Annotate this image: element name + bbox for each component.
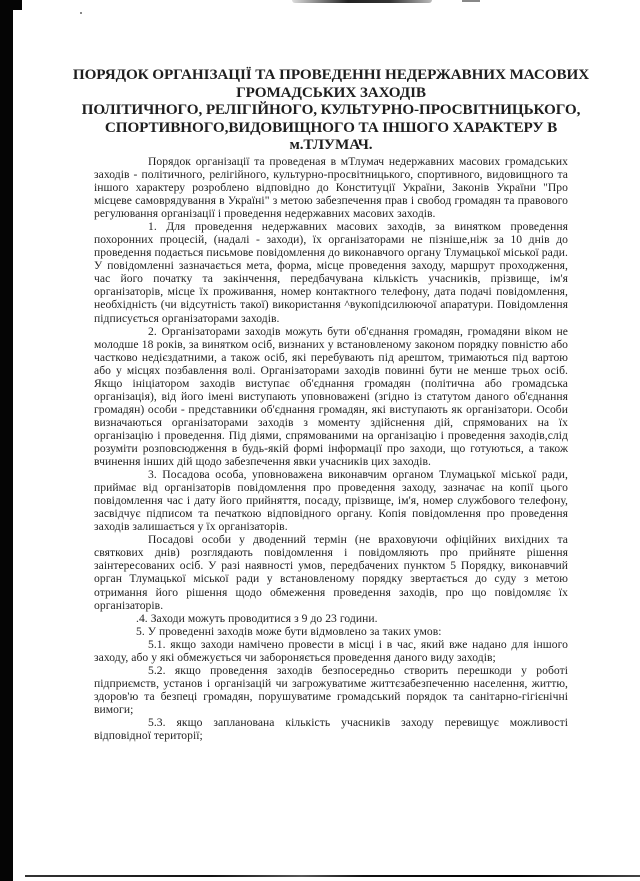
document-title xyxy=(66,66,596,154)
document-page xyxy=(72,66,590,743)
scan-top-mark xyxy=(462,0,480,2)
title-line: м.ТЛУМАЧ. xyxy=(289,136,373,154)
title-line: ПОЛІТИЧНОГО, РЕЛІГІЙНОГО, КУЛЬТУРНО-ПРОСВІТНИЦЬКОГО, xyxy=(81,101,581,119)
paragraph-5-3: 5.3. якщо запланована кількість учасників заходу перевищує можливості відповідної території; xyxy=(94,715,568,743)
paragraph-1: 1. Для проведення недержавних масових заходів, за винятком проведення похоронних процесій, (надалі - заходи), їх організаторами не пізніше,ніж за 10 днів до проведення подається письмове повідомлення до виконавчого органу Тлумацької міської ради. У повідомленні зазначається мета, форма, місце проведення заходу, маршрут проходження, час його початку та закінчення, передбачувана кількість учасників, прізвище, ім'я організаторів, місце їх проживання, номер контактного телефону, дата подачі повідомлення, необхідність (чи відсутність такої) використання ^вукопідсилюючої апаратури. Повідомлення підписується організаторами заходів. xyxy=(94,220,568,325)
paragraph-3-continued: Посадові особи у дводенний термін (не враховуючи офіційних вихідних та святкових днів) розглядають повідомлення і повідомляють про прийняте рішення заінтересованих осіб. У разі наявності умов, передбачених пунктом 5 Порядку, виконавчий орган Тлумацької міської ради у встановленому порядку звертається до суду з метою отримання його рішення щодо обмеження проведення заходів, про що повідомляє їх організаторів. xyxy=(94,533,568,612)
scan-dust-dot xyxy=(80,12,82,14)
paragraph-3: 3. Посадова особа, уповноважена виконавчим органом Тлумацької міської ради, приймає від організаторів повідомлення про проведення заходу, зазначає на копії цього повідомлення час і дату його прийняття, посаду, прізвище, ім'я, номер службового телефону, засвідчує підписом та печаткою відповідного органу. Копія повідомлення про проведення заходів залишається у їх організаторів. xyxy=(94,468,568,534)
scan-corner-artifact xyxy=(0,0,22,10)
title-line: ГРОМАДСЬКИХ ЗАХОДІВ xyxy=(236,83,426,101)
scan-bottom-line xyxy=(25,875,640,877)
paragraph-5: 5. У проведенні заходів може бути відмовлено за таких умов: xyxy=(136,624,442,638)
title-line: СПОРТИВНОГО,ВИДОВИЩНОГО ТА ІНШОГО ХАРАКТЕРУ В xyxy=(104,118,558,136)
scan-left-border xyxy=(0,0,13,881)
scan-top-smear xyxy=(292,0,432,3)
title-line: ПОРЯДОК ОРГАНІЗАЦІЇ ТА ПРОВЕДЕННІ НЕДЕРЖАВНИХ МАСОВИХ xyxy=(72,66,590,83)
paragraph-5-1: 5.1. якщо заходи намічено провести в місці і в час, який вже надано для іншого заходу, або у які обмежується чи забороняється проведення даного виду заходів; xyxy=(94,637,568,664)
paragraph-4: .4. Заходи можуть проводитися з 9 до 23 години. xyxy=(136,611,378,625)
paragraph-2: 2. Організаторами заходів можуть бути об'єднання громадян, громадяни віком не молодше 18 років, за винятком осіб, визнаних у встановленому законом порядку повністю або частково недієздатними, а також осіб, які перебувають під арештом, тримаються під вартою або у місцях позбавлення волі. Організаторами заходів повинні бути не менше трьох осіб. Якщо ініціатором заходів виступає об'єднання громадян (політична або громадська організація), від його імені виступають уповноважені (згідно із статутом даного об'єднання громадян) особи - представники об'єднання громадян, які виступають як організатори. Особи визначаються організаторами заходів з моменту здійснення дій, спрямованих на їх організацію і проведення. Під діями, спрямованими на організацію і проведення заходів,слід розуміти розповсюдження в будь-якій формі інформації про заходи, що готуються, а також вчинення інших дій щодо забезпечення явки учасників цих заходів. xyxy=(94,324,568,469)
intro-paragraph: Порядок організації та проведеная в мТлумач недержавних масових громадських заходів - політичного, релігійного, культурно-просвітницького, спортивного, видовищного та іншого характеру розроблено відповідно до Конституції України, Законів України "Про місцеве самоврядування в Україні" з метою забезпечення прав і свобод громадян та правового регулювання організації і проведення недержавних масових заходів. xyxy=(94,154,568,221)
paragraph-5-2: 5.2. якщо проведення заходів безпосередньо створить перешкоди у роботі підприємств, установ і організацій чи загрожуватиме життєзабезпеченню населення, життю, здоров'ю та безпеці громадян, порушуватиме громадський порядок та санітарно-гігієнічні вимоги; xyxy=(94,663,568,716)
